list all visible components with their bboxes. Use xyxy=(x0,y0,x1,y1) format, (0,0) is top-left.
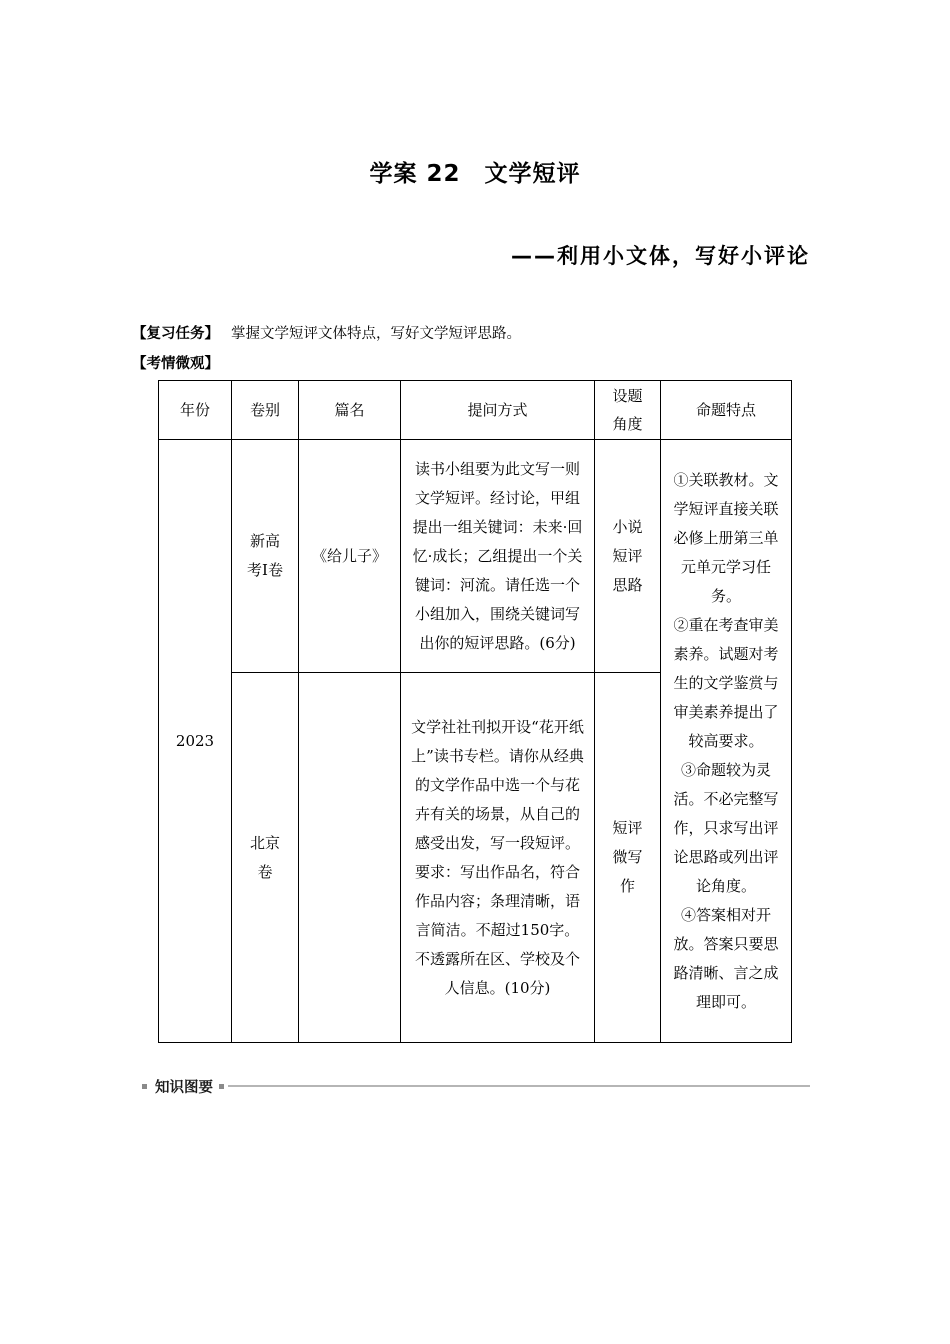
section-divider xyxy=(228,1085,810,1087)
header-year: 年份 xyxy=(159,381,232,440)
exam-table xyxy=(158,380,792,1043)
table-header-row xyxy=(159,381,792,440)
square-bullet-icon xyxy=(142,1084,147,1089)
feature-item: ③命题较为灵活。不必完整写作，只求写出评论思路或列出评论角度。 xyxy=(673,760,779,895)
cell-features xyxy=(661,440,792,1043)
section-heading xyxy=(142,1076,810,1096)
feature-item: ④答案相对开放。答案只要思路清晰、言之成理即可。 xyxy=(673,905,779,1011)
cell-year: 2023 xyxy=(159,440,232,1043)
cell-piece: 《给儿子》 xyxy=(299,440,401,673)
review-task-text: 掌握文学短评文体特点，写好文学短评思路。 xyxy=(231,326,521,342)
header-piece: 篇名 xyxy=(299,381,401,440)
cell-piece xyxy=(299,673,401,1043)
table-row xyxy=(159,440,792,673)
review-task-label: 【复习任务】 xyxy=(132,326,219,342)
page-subtitle: ——利用小文体，写好小评论 xyxy=(511,244,810,268)
header-question: 提问方式 xyxy=(401,381,595,440)
header-angle xyxy=(595,381,661,440)
square-bullet-icon xyxy=(219,1084,224,1089)
cell-angle: 小说短评思路 xyxy=(595,440,661,673)
cell-paper: 北京卷 xyxy=(232,673,299,1043)
header-angle-text: 设题角度 xyxy=(612,387,643,433)
cell-question: 读书小组要为此文写一则文学短评。经讨论，甲组提出一组关键词：未来·回忆·成长；乙组提出一个关键词：河流。请任选一个小组加入，围绕关键词写出你的短评思路。(6分) xyxy=(401,440,595,673)
review-task xyxy=(132,324,521,344)
exam-survey-label: 【考情微观】 xyxy=(132,356,219,372)
header-paper: 卷别 xyxy=(232,381,299,440)
feature-item: ②重在考查审美素养。试题对考生的文学鉴赏与审美素养提出了较高要求。 xyxy=(673,615,779,750)
page-title: 学案 22 文学短评 xyxy=(369,161,581,187)
cell-paper: 新高考Ⅰ卷 xyxy=(232,440,299,673)
feature-item: ①关联教材。文学短评直接关联必修上册第三单元单元学习任务。 xyxy=(673,470,779,605)
cell-question: 文学社社刊拟开设“花开纸上”读书专栏。请你从经典的文学作品中选一个与花卉有关的场景，从自己的感受出发，写一段短评。要求：写出作品名，符合作品内容；条理清晰，语言简洁。不超过150字。不透露所在区、学校及个人信息。(10分) xyxy=(401,673,595,1043)
cell-angle: 短评微写作 xyxy=(595,673,661,1043)
section-heading-text: 知识图要 xyxy=(155,1079,213,1096)
header-feature: 命题特点 xyxy=(661,381,792,440)
